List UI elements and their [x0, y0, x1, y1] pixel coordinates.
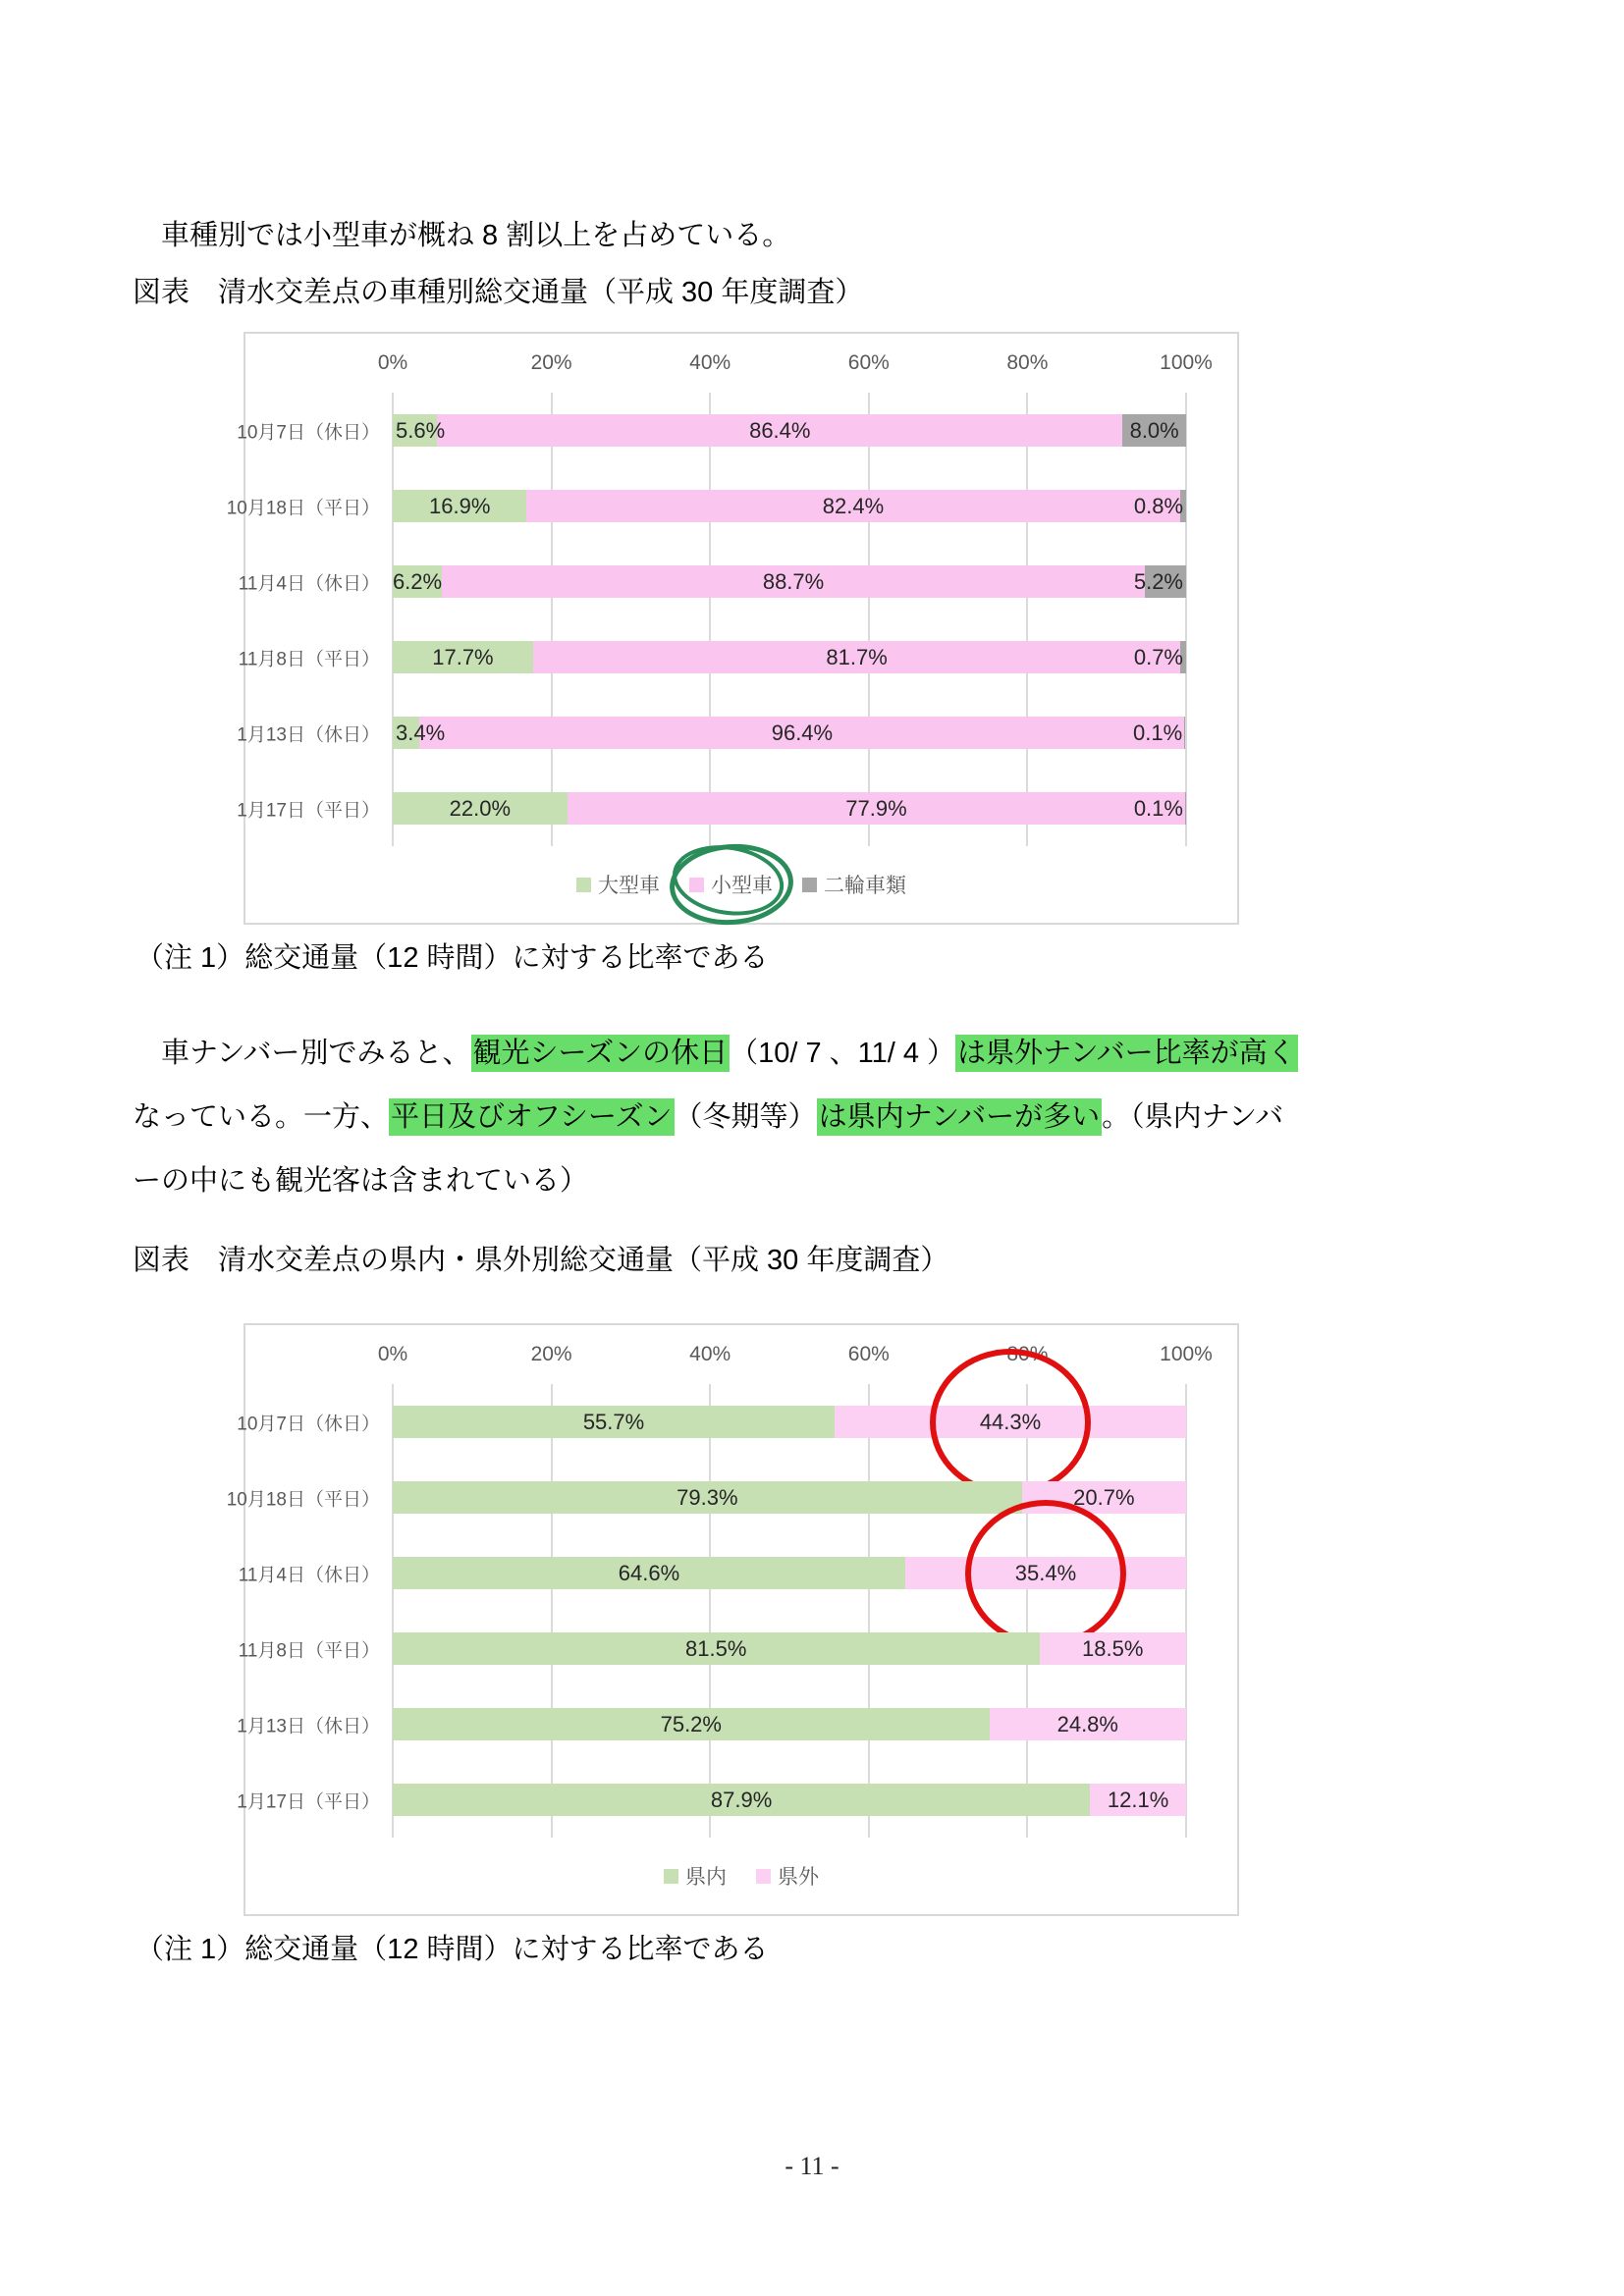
axis-tick-label: 20% [530, 351, 572, 374]
bar-segment-大型車 [393, 641, 533, 673]
stacked-bar [393, 1784, 1186, 1816]
bar-segment-大型車 [393, 490, 526, 522]
bar-segment-小型車 [533, 641, 1180, 673]
axis-tick-label: 100% [1160, 1343, 1213, 1365]
legend-item [756, 1861, 819, 1891]
bar-segment-県外 [1090, 1784, 1186, 1816]
bar-segment-大型車 [393, 565, 442, 598]
legend-item [664, 1861, 727, 1891]
bar-segment-県内 [393, 1481, 1022, 1514]
data-label: 81.5% [685, 1635, 747, 1661]
axis-tick-label: 100% [1160, 351, 1213, 374]
paragraph-text: （10/ 7 、11/ 4 ） [730, 1038, 956, 1069]
stacked-bar [393, 1708, 1186, 1740]
data-label: 0.1% [1133, 795, 1183, 821]
bar-segment-県内 [393, 1406, 835, 1438]
category-label: 10月18日（平日） [226, 498, 380, 518]
paragraph-text: （冬期等） [674, 1101, 817, 1133]
paragraph-text: なっている。一方、 [133, 1101, 390, 1133]
data-label: 12.1% [1107, 1787, 1169, 1812]
stacked-bar [393, 565, 1186, 598]
axis-tick-label: 80% [1006, 351, 1049, 374]
chart-row [237, 771, 1186, 846]
plot-area [226, 393, 1186, 846]
bar-segment-小型車 [419, 717, 1184, 749]
data-label: 44.3% [979, 1409, 1042, 1434]
axis-tick-label: 20% [530, 1343, 572, 1365]
bar-segment-大型車 [393, 414, 446, 447]
data-label: 24.8% [1056, 1711, 1118, 1736]
axis-tick-label: 80% [1006, 1343, 1049, 1365]
bar-segment-大型車 [393, 792, 568, 825]
axis-tick-label: 40% [689, 1343, 731, 1365]
chart-inner [226, 1325, 1237, 1838]
legend-item [576, 870, 660, 899]
bar-segment-二輪車類 [1133, 792, 1186, 825]
stacked-bar [393, 717, 1186, 749]
category-label: 1月17日（平日） [237, 800, 380, 821]
category-label: 1月13日（休日） [237, 724, 380, 745]
chart-legend [245, 1861, 1237, 1891]
category-label: 10月18日（平日） [226, 1489, 380, 1510]
data-label: 86.4% [749, 417, 811, 443]
category-label: 10月7日（休日） [237, 1414, 380, 1434]
paragraph-text: 車ナンバー別でみると、 [133, 1038, 471, 1069]
legend-swatch-icon [664, 1869, 678, 1884]
bar-segment-小型車 [526, 490, 1179, 522]
x-axis [377, 1341, 1213, 1384]
data-label: 82.4% [822, 493, 885, 518]
stacked-bar [393, 1557, 1186, 1589]
category-label: 11月8日（平日） [238, 1640, 380, 1661]
body-paragraph [133, 1031, 1527, 1222]
paragraph-line [133, 1031, 1527, 1095]
paragraph-text: 。（県内ナンバ [1102, 1101, 1284, 1133]
chart-row [226, 468, 1186, 544]
data-label: 88.7% [762, 568, 825, 594]
bar-segment-県外 [1022, 1481, 1186, 1514]
bar-segment-二輪車類 [1133, 490, 1186, 522]
data-label: 96.4% [771, 720, 834, 745]
chart-row [238, 1611, 1186, 1686]
data-label: 64.6% [618, 1560, 680, 1585]
stacked-bar [393, 792, 1186, 825]
bar-segment-県内 [393, 1708, 990, 1740]
legend-item [689, 870, 773, 899]
chart-row [238, 1535, 1186, 1611]
figure1-note: （注 1）総交通量（12 時間）に対する比率である [135, 942, 769, 974]
bar-segment-二輪車類 [1122, 414, 1186, 447]
data-label: 87.9% [710, 1787, 773, 1812]
paragraph-line [133, 1158, 1527, 1222]
legend-swatch-icon [756, 1869, 771, 1884]
data-label: 5.6% [396, 417, 446, 443]
bar-segment-県内 [393, 1632, 1040, 1665]
bar-segment-小型車 [568, 792, 1185, 825]
highlighted-text: 観光シーズンの休日 [471, 1035, 731, 1072]
data-label: 0.8% [1133, 493, 1184, 518]
data-label: 79.3% [677, 1484, 738, 1510]
chart-inner [226, 334, 1237, 846]
data-label: 6.2% [392, 568, 443, 594]
axis-tick-label: 0% [377, 1343, 408, 1365]
bar-segment-小型車 [442, 565, 1145, 598]
axis-tick-label: 60% [847, 1343, 890, 1365]
bar-segment-県外 [835, 1406, 1186, 1438]
stacked-bar [393, 1481, 1186, 1514]
data-label: 16.9% [429, 493, 491, 518]
stacked-bar [393, 641, 1186, 673]
chart-row [237, 1384, 1186, 1460]
chart-row [238, 544, 1186, 619]
chart-row [237, 393, 1186, 468]
bar-segment-小型車 [437, 414, 1122, 447]
axis-tick-label: 0% [377, 351, 408, 374]
legend-swatch-icon [576, 878, 591, 892]
bar-segment-県内 [393, 1557, 905, 1589]
intro-text: 車種別では小型車が概ね 8 割以上を占めている。 [133, 220, 791, 251]
category-label: 11月8日（平日） [238, 649, 380, 669]
legend-swatch-icon [802, 878, 817, 892]
prefecture-chart [226, 1323, 1239, 1916]
data-label: 81.7% [826, 644, 888, 669]
figure1-title: 図表 清水交差点の車種別総交通量（平成 30 年度調査） [133, 277, 864, 308]
chart-row [226, 1460, 1186, 1535]
highlighted-text: は県外ナンバー比率が高く [955, 1035, 1298, 1072]
legend-label: 県外 [778, 1866, 819, 1889]
chart-row [238, 619, 1186, 695]
paragraph-text: ーの中にも観光客は含まれている） [133, 1165, 589, 1197]
category-label: 11月4日（休日） [238, 1565, 380, 1585]
vehicle-type-chart [226, 332, 1239, 925]
category-label: 1月17日（平日） [237, 1791, 380, 1812]
chart-row [237, 1686, 1186, 1762]
legend-label: 大型車 [598, 875, 660, 897]
page-number: - 11 - [785, 2152, 839, 2180]
data-label: 75.2% [660, 1711, 722, 1736]
legend-swatch-icon [689, 878, 704, 892]
bar-segment-県外 [905, 1557, 1186, 1589]
axis-tick-label: 40% [689, 351, 731, 374]
data-label: 22.0% [449, 795, 512, 821]
bar-segment-二輪車類 [1133, 717, 1185, 749]
data-label: 3.4% [396, 720, 446, 745]
data-label: 35.4% [1014, 1560, 1077, 1585]
chart-row [237, 695, 1186, 771]
category-label: 10月7日（休日） [237, 422, 380, 443]
bar-segment-県外 [990, 1708, 1186, 1740]
data-label: 17.7% [432, 644, 494, 669]
plot-area [226, 1384, 1186, 1838]
legend-item [802, 870, 906, 899]
figure2-note: （注 1）総交通量（12 時間）に対する比率である [135, 1934, 769, 1965]
bar-segment-大型車 [393, 717, 446, 749]
data-label: 0.1% [1133, 720, 1183, 745]
category-label: 11月4日（休日） [238, 573, 380, 594]
category-label: 1月13日（休日） [237, 1716, 380, 1736]
stacked-bar [393, 1632, 1186, 1665]
legend-label: 県内 [685, 1866, 727, 1889]
legend-label: 二輪車類 [824, 875, 906, 897]
bar-segment-二輪車類 [1133, 565, 1186, 598]
data-label: 20.7% [1073, 1484, 1135, 1510]
data-label: 5.2% [1133, 568, 1183, 594]
highlighted-text: 平日及びオフシーズン [389, 1098, 675, 1136]
chart-legend [245, 870, 1237, 899]
stacked-bar [393, 414, 1186, 447]
chart-row [237, 1762, 1186, 1838]
bar-segment-県外 [1040, 1632, 1186, 1665]
figure2-title: 図表 清水交差点の県内・県外別総交通量（平成 30 年度調査） [133, 1245, 949, 1276]
bar-segment-二輪車類 [1133, 641, 1186, 673]
data-label: 8.0% [1129, 417, 1179, 443]
highlighted-text: は県内ナンバーが多い [817, 1098, 1103, 1136]
legend-label: 小型車 [711, 875, 773, 897]
axis-tick-label: 60% [847, 351, 890, 374]
stacked-bar [393, 490, 1186, 522]
data-label: 55.7% [582, 1409, 645, 1434]
data-label: 18.5% [1082, 1635, 1144, 1661]
x-axis [377, 349, 1213, 393]
data-label: 0.7% [1133, 644, 1183, 669]
paragraph-line [133, 1095, 1527, 1158]
stacked-bar [393, 1406, 1186, 1438]
bar-segment-県内 [393, 1784, 1090, 1816]
data-label: 77.9% [845, 795, 907, 821]
